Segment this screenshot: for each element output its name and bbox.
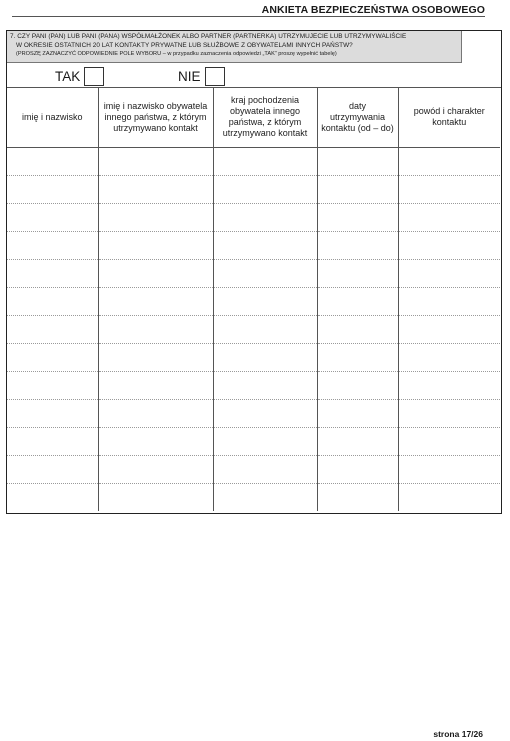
table-cell[interactable]: [7, 455, 98, 483]
table-cell[interactable]: [213, 203, 317, 231]
table-row: [7, 147, 500, 175]
table-cell[interactable]: [317, 259, 398, 287]
table-cell[interactable]: [398, 371, 500, 399]
table-cell[interactable]: [213, 343, 317, 371]
table-cell[interactable]: [98, 455, 213, 483]
yes-checkbox[interactable]: [84, 67, 104, 86]
table-cell[interactable]: [398, 175, 500, 203]
table-cell[interactable]: [317, 483, 398, 511]
question-section: [6, 30, 502, 514]
table-cell[interactable]: [398, 455, 500, 483]
table-cell[interactable]: [98, 315, 213, 343]
table-cell[interactable]: [213, 175, 317, 203]
table-row: [7, 259, 500, 287]
table-cell[interactable]: [317, 399, 398, 427]
table-row: [7, 203, 500, 231]
table-cell[interactable]: [213, 259, 317, 287]
question-instruction: (PROSZĘ ZAZNACZYĆ ODPOWIEDNIE POLE WYBORU – w przypadku zaznaczenia odpowiedzi „TAK” proszę wypełnić tabelę): [16, 51, 337, 58]
table-cell[interactable]: [317, 371, 398, 399]
table-cell[interactable]: [317, 287, 398, 315]
table-cell[interactable]: [7, 259, 98, 287]
column-header-reason: powód i charakter kontaktu: [398, 88, 500, 147]
contacts-table: [7, 88, 500, 511]
table-cell[interactable]: [98, 371, 213, 399]
table-cell[interactable]: [213, 231, 317, 259]
table-cell[interactable]: [7, 175, 98, 203]
table-cell[interactable]: [7, 399, 98, 427]
table-cell[interactable]: [317, 203, 398, 231]
table-row: [7, 455, 500, 483]
table-cell[interactable]: [317, 455, 398, 483]
question-text-line-2: W OKRESIE OSTATNICH 20 LAT KONTAKTY PRYWATNE LUB SŁUŻBOWE Z OBYWATELAMI INNYCH PAŃSTW?: [16, 41, 353, 49]
table-cell[interactable]: [7, 231, 98, 259]
table-cell[interactable]: [7, 343, 98, 371]
table-header-row: [7, 88, 500, 147]
table-cell[interactable]: [213, 427, 317, 455]
table-cell[interactable]: [398, 315, 500, 343]
choice-no: [178, 66, 225, 86]
table-cell[interactable]: [398, 483, 500, 511]
yes-label: TAK: [55, 68, 81, 84]
table-cell[interactable]: [98, 147, 213, 175]
table-row: [7, 399, 500, 427]
table-row: [7, 483, 500, 511]
document-title: ANKIETA BEZPIECZEŃSTWA OSOBOWEGO: [261, 4, 485, 16]
table-cell[interactable]: [317, 231, 398, 259]
table-cell[interactable]: [98, 399, 213, 427]
table-row: [7, 343, 500, 371]
table-row: [7, 175, 500, 203]
table-cell[interactable]: [213, 483, 317, 511]
question-text-line-1: 7. CZY PANI (PAN) LUB PANI (PANA) WSPÓŁMAŁŻONEK ALBO PARTNER (PARTNERKA) UTRZYMUJECIE LUB UTRZYMYWALIŚCIE: [10, 33, 407, 40]
table-row: [7, 231, 500, 259]
table-cell[interactable]: [398, 231, 500, 259]
table-row: [7, 371, 500, 399]
table-cell[interactable]: [213, 287, 317, 315]
table-row: [7, 287, 500, 315]
table-cell[interactable]: [317, 315, 398, 343]
table-cell[interactable]: [98, 259, 213, 287]
table-cell[interactable]: [98, 343, 213, 371]
table-cell[interactable]: [317, 147, 398, 175]
question-box: [7, 31, 462, 63]
no-checkbox[interactable]: [205, 67, 225, 86]
table-cell[interactable]: [7, 315, 98, 343]
table-cell[interactable]: [398, 287, 500, 315]
column-header-dates: daty utrzymywania kontaktu (od – do): [317, 88, 398, 147]
table-cell[interactable]: [98, 483, 213, 511]
table-cell[interactable]: [213, 455, 317, 483]
table-cell[interactable]: [213, 371, 317, 399]
header-divider: [12, 16, 485, 17]
table-cell[interactable]: [7, 483, 98, 511]
no-label: NIE: [178, 68, 201, 84]
table-cell[interactable]: [317, 427, 398, 455]
choice-yes: [55, 66, 104, 86]
table-cell[interactable]: [7, 371, 98, 399]
table-cell[interactable]: [213, 399, 317, 427]
table-cell[interactable]: [398, 203, 500, 231]
table-cell[interactable]: [398, 259, 500, 287]
table-cell[interactable]: [317, 175, 398, 203]
table-cell[interactable]: [98, 231, 213, 259]
table-cell[interactable]: [213, 147, 317, 175]
table-cell[interactable]: [398, 343, 500, 371]
table-cell[interactable]: [7, 203, 98, 231]
table-cell[interactable]: [398, 427, 500, 455]
table-cell[interactable]: [398, 399, 500, 427]
table-cell[interactable]: [7, 427, 98, 455]
table-cell[interactable]: [7, 287, 98, 315]
table-cell[interactable]: [7, 147, 98, 175]
table-cell[interactable]: [98, 203, 213, 231]
table-cell[interactable]: [98, 175, 213, 203]
table-cell[interactable]: [317, 343, 398, 371]
table-cell[interactable]: [213, 315, 317, 343]
table-row: [7, 315, 500, 343]
table-row: [7, 427, 500, 455]
table-cell[interactable]: [398, 147, 500, 175]
column-header-foreigner-name: imię i nazwisko obywatela innego państwa, z którym utrzymywano kontakt: [98, 88, 213, 147]
page-number: strona 17/26: [433, 729, 483, 739]
column-header-country: kraj pochodzenia obywatela innego państwa, z którym utrzymywano kontakt: [213, 88, 317, 147]
column-header-name: imię i nazwisko: [7, 88, 98, 147]
table-cell[interactable]: [98, 287, 213, 315]
table-cell[interactable]: [98, 427, 213, 455]
